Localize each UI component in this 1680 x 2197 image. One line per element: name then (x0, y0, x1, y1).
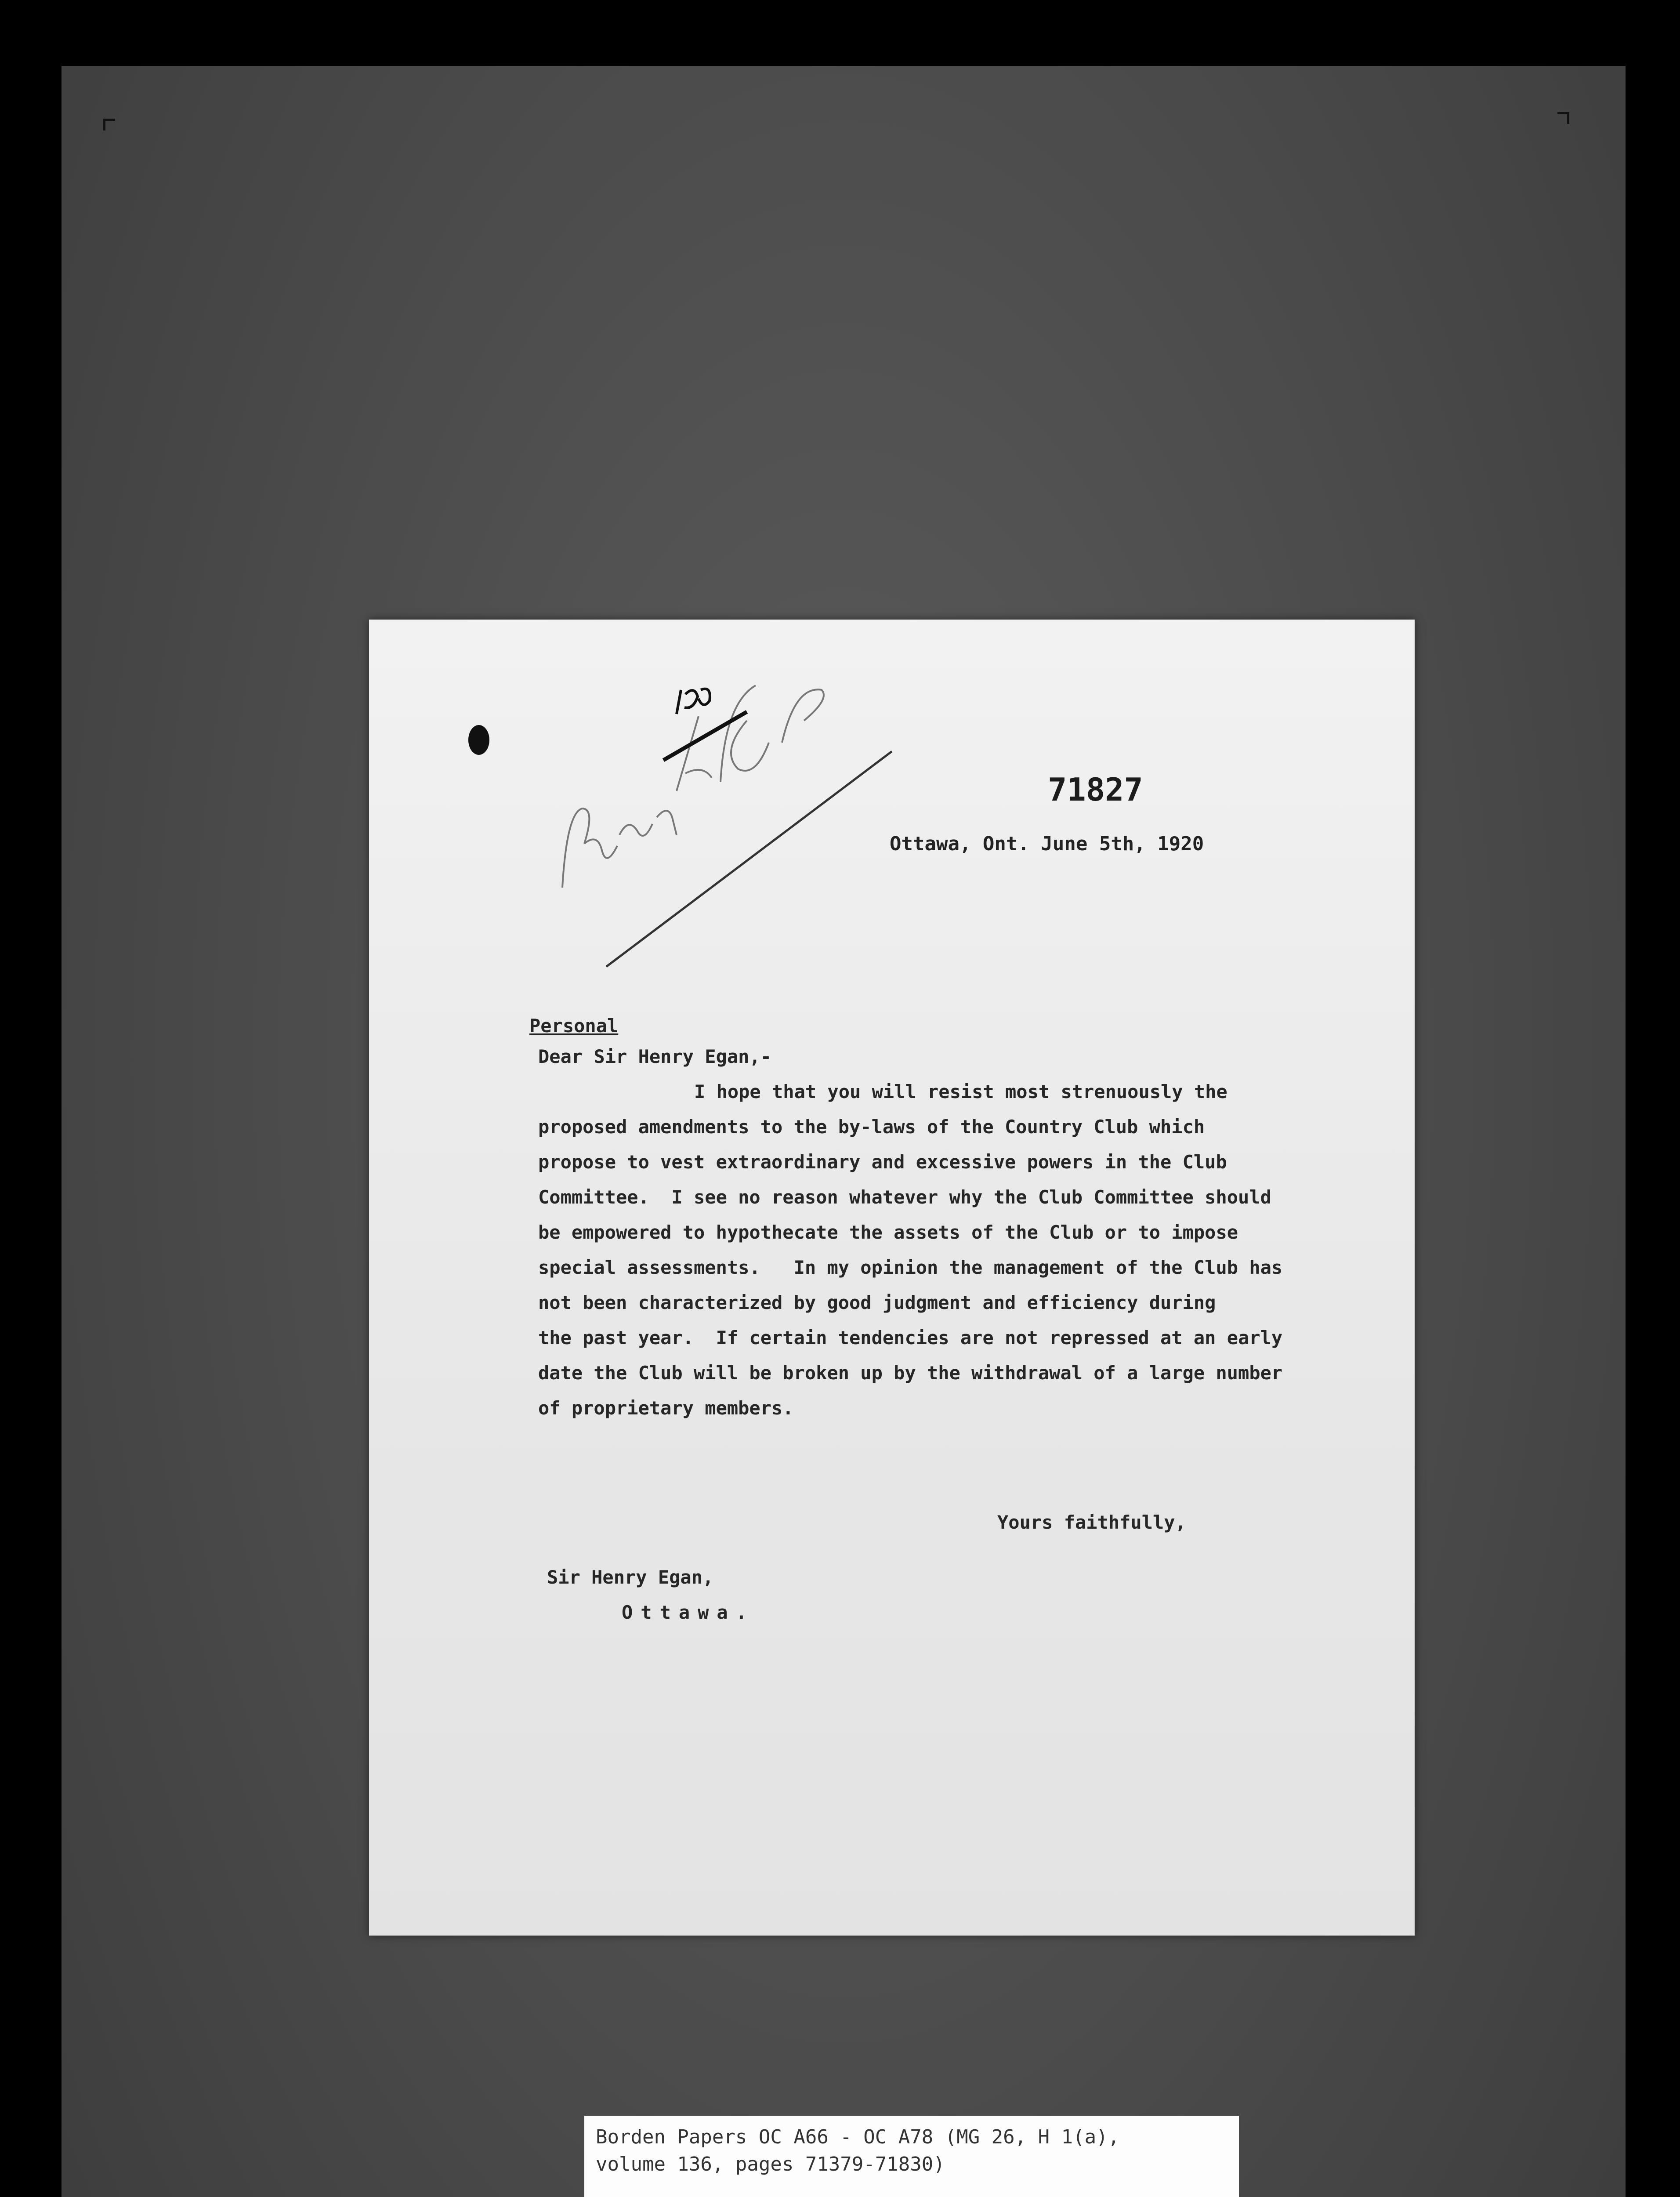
letter-salutation: Dear Sir Henry Egan,- (538, 1046, 772, 1067)
letter-dateline: Ottawa, Ont. June 5th, 1920 (890, 833, 1204, 855)
letter-body-line: of proprietary members. (538, 1397, 794, 1419)
citation-line: volume 136, pages 71379-71830) (596, 2153, 945, 2175)
letter-body-line: be empowered to hypothecate the assets of the Club or to impose (538, 1222, 1238, 1243)
corner-mark-top-left (103, 119, 115, 131)
letter-body-line: Committee. I see no reason whatever why the Club Committee should (538, 1186, 1271, 1208)
addressee-city: Ottawa. (622, 1602, 755, 1623)
corner-mark-top-right (1557, 112, 1569, 124)
letter-heading: Personal (529, 1015, 619, 1037)
punch-hole (468, 725, 489, 755)
letter-body-line: the past year. If certain tendencies are not repressed at an early (538, 1327, 1283, 1349)
letter-body-line: proposed amendments to the by-laws of the Country Club which (538, 1116, 1205, 1138)
handwritten-annotation (554, 659, 914, 975)
letter-body-line: date the Club will be broken up by the withdrawal of a large number (538, 1362, 1283, 1384)
addressee-name: Sir Henry Egan, (547, 1566, 714, 1588)
letter-page (369, 620, 1415, 1936)
letter-body-line: not been characterized by good judgment and efficiency during (538, 1292, 1216, 1313)
letter-body-line: propose to vest extraordinary and excessive powers in the Club (538, 1151, 1227, 1173)
citation-line: Borden Papers OC A66 - OC A78 (MG 26, H 1(a), (596, 2126, 1120, 2148)
letter-body-line: I hope that you will resist most strenuously the (694, 1081, 1227, 1102)
letter-closing: Yours faithfully, (997, 1512, 1186, 1533)
letter-body-line: special assessments. In my opinion the management of the Club has (538, 1257, 1283, 1278)
citation-label (584, 2116, 1239, 2197)
document-number: 71827 (1048, 771, 1143, 808)
